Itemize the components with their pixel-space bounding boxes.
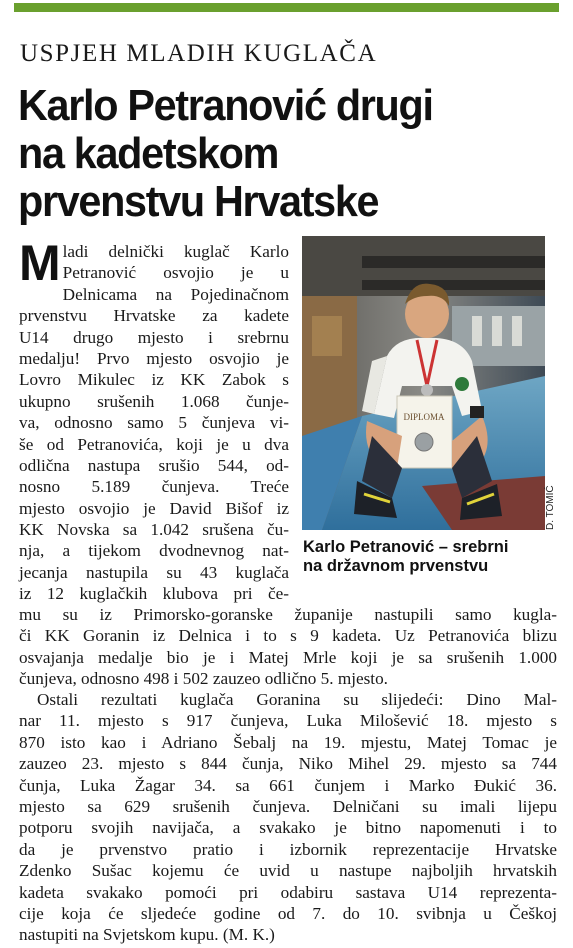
body-line: da je prvenstvo pratio i izbornik reprezentacije Hrvatske: [19, 839, 557, 859]
body-line: odlična nastupa srušio 544, od-: [19, 455, 289, 475]
photo-credit: D. TOMIĆ: [545, 485, 556, 530]
article-photo: [302, 236, 545, 530]
body-line: nar 11. mjesto s 917 čunjeva, Luka Milošević 18. mjesto s: [19, 711, 557, 731]
body-line: iz 12 kuglačkih klubova pri če-: [19, 584, 289, 604]
body-line: nja, a tijekom dvodnevnog nat-: [19, 541, 289, 561]
body-line: va, odnosno samo 5 čunjeva vi-: [19, 413, 289, 433]
article-kicker: USPJEH MLADIH KUGLAČA: [20, 40, 378, 67]
body-line: mu su iz Primorsko-goranske županije nastupili samo kugla-: [19, 605, 557, 624]
body-line: Delnicama na Pojedinačnom: [62, 284, 289, 304]
caption-line: Karlo Petranović – srebrni: [303, 538, 509, 556]
body-line: potporu svojih navijača, a svakako je bitno napomenuti i to: [19, 818, 557, 838]
section-color-bar: [14, 3, 559, 12]
body-line: medalju! Prvo mjesto osvojio je: [19, 348, 289, 368]
body-line: zauzeo 23. mjesto s 844 čunja, Niko Mihel 29. mjesto sa 744: [19, 754, 557, 774]
headline-line: na kadetskom: [18, 129, 279, 178]
body-line: jecanja nastupila su 43 kuglača: [19, 562, 289, 582]
headline-line: Karlo Petranović drugi: [18, 81, 433, 130]
body-line: Ostali rezultati kuglača Goranina su slijedeći: Dino Mal-: [37, 690, 557, 709]
body-line: prvenstvu Hrvatske za kadete: [19, 306, 289, 326]
body-line: Lovro Mikulec iz KK Zabok s: [19, 370, 289, 390]
body-line: mjesto osvojio je David Bišof iz: [19, 498, 289, 518]
body-line: ukupno srušenih 1.068 čunje-: [19, 391, 289, 411]
photo-caption: [303, 538, 563, 576]
body-line: osvajanja medalje bio je i Matej Mrle koji je sa srušenih 1.000: [19, 647, 557, 667]
body-line: mjesto sa 629 srušenih čunjeva. Delničani su imali lijepu: [19, 796, 557, 816]
body-line: čunjeva, odnosno 498 i 502 zauzeo odlično 5. mjesto.: [19, 669, 388, 689]
caption-line: na državnom prvenstvu: [303, 557, 489, 575]
body-line: še od Petranovića, koji je u dva: [19, 434, 289, 454]
headline-line: prvenstvu Hrvatske: [18, 177, 379, 226]
body-line: či KK Goranin iz Delnica i to s 9 kadeta. Uz Petranovića blizu: [19, 626, 557, 646]
drop-cap: M: [19, 235, 61, 291]
article-body-column: [19, 235, 289, 605]
diploma-text: DIPLOMA: [403, 412, 445, 422]
body-line: U14 drugo mjesto i srebrnu: [19, 327, 289, 347]
body-line: cije koja će sljedeće godine od 7. do 10. svibnja u Češkoj: [19, 903, 557, 923]
article-body-paragraph-2: [19, 689, 557, 946]
body-line: Petranović osvojio je u: [62, 263, 289, 283]
article-body-continued: [19, 604, 557, 690]
body-line: Zdenko Sušac kojemu će uvid u nastupe najboljih hrvatskih: [19, 861, 557, 881]
body-line: nosno 5.189 čunjeva. Treće: [19, 477, 289, 497]
body-line: nastupiti na Svjetskom kupu. (M. K.): [19, 925, 275, 945]
body-line: 870 isto kao i Adriano Šebalj na 19. mjestu, Matej Tomac je: [19, 732, 557, 752]
article-headline: [18, 82, 526, 226]
body-line: čunja, Luka Žagar 34. sa 661 čunjem i Marko Đukić 36.: [19, 775, 557, 795]
body-line: ladi delnički kuglač Karlo: [62, 242, 289, 261]
body-line: kadeta svakako pomoći pri odabiru sastava U14 reprezenta-: [19, 882, 557, 902]
body-line: KK Novska sa 1.042 srušena ču-: [19, 520, 289, 540]
